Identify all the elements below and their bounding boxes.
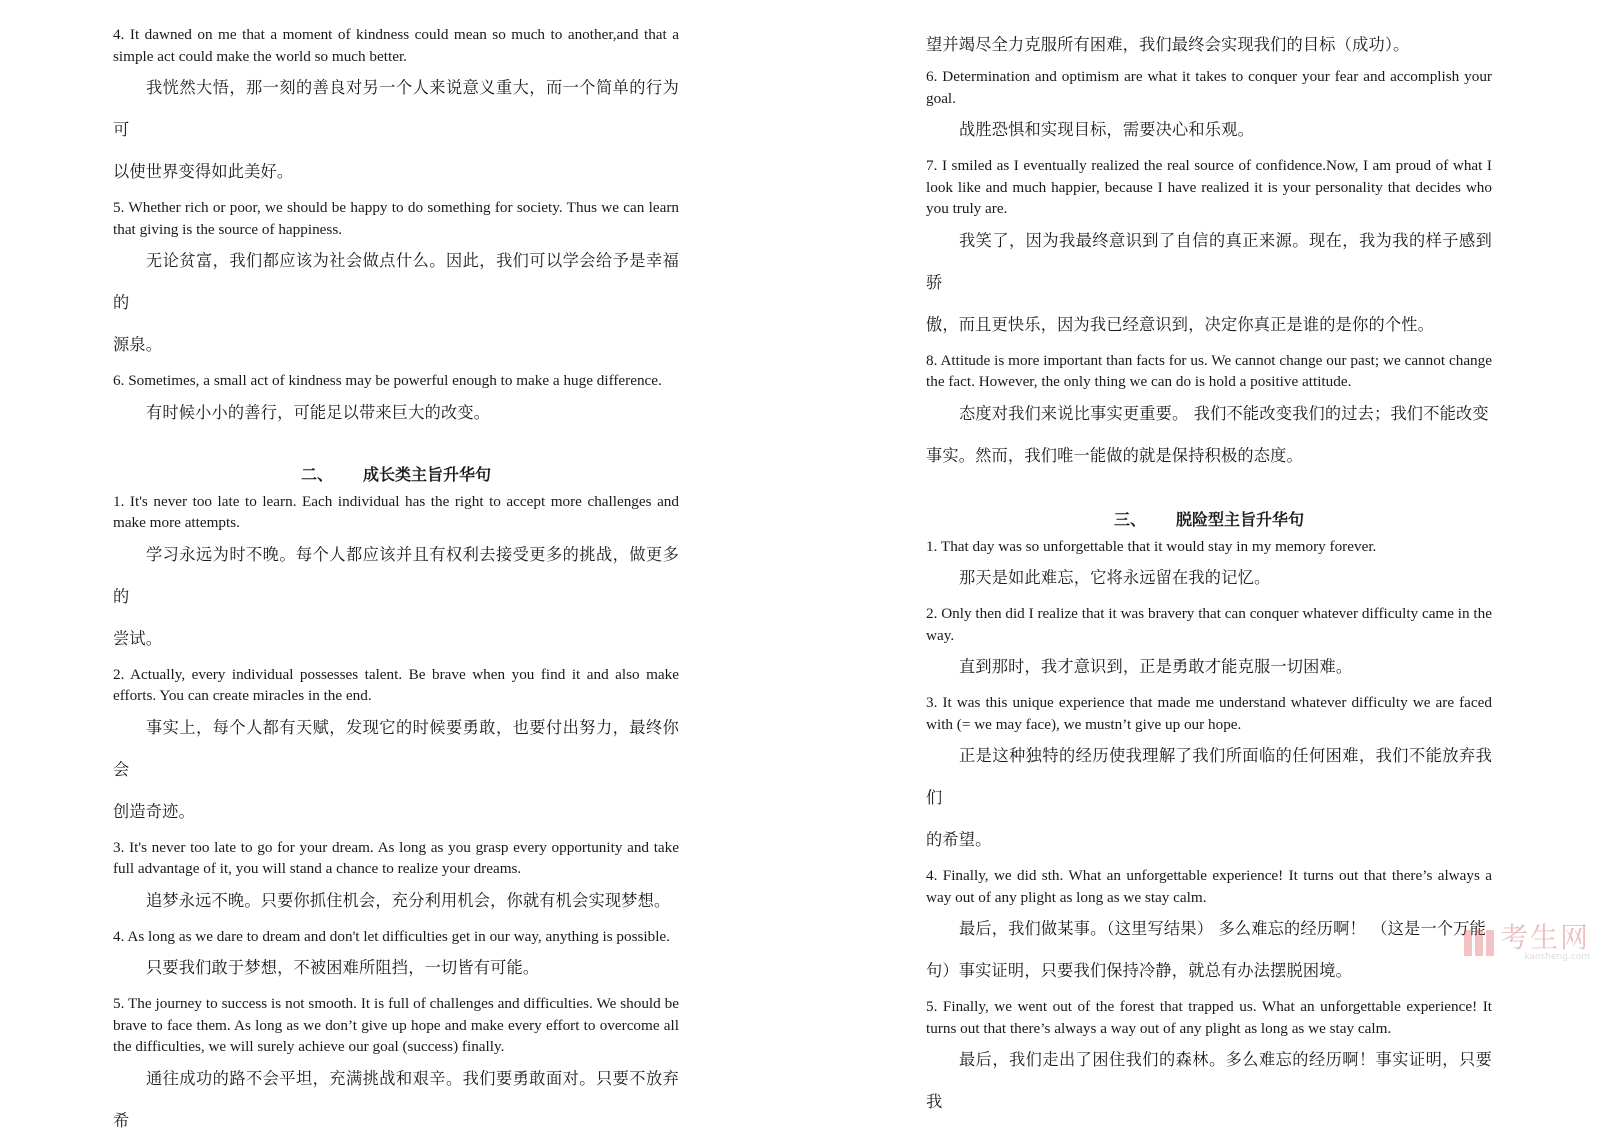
chinese-translation-line: 尝试。 [113, 628, 163, 648]
chinese-translation-line: 的希望。 [926, 830, 992, 849]
chinese-translation-line: 直到那时，我才意识到，正是勇敢才能克服一切困难。 [959, 657, 1353, 676]
list-item [113, 837, 679, 922]
english-sentence: 5. Whether rich or poor, we should be happy to do something for society. Thus we can learn that giving is the source of happiness. [113, 199, 679, 238]
english-sentence: 5. Finally, we went out of the forest that trapped us. What an unforgettable experience! It turns out that there’s always a way out of any plight as long as we stay calm. [926, 998, 1492, 1037]
chinese-translation-line: 句）事实证明，只要我们保持冷静，就总有办法摆脱困境。 [926, 961, 1353, 980]
chinese-translation-line: 以使世界变得如此美好。 [113, 162, 294, 181]
left-items-growth [113, 491, 679, 1142]
english-sentence: 4. As long as we dare to dream and don't let difficulties get in our way, anything is possible. [113, 927, 670, 945]
right-column [926, 0, 1492, 1111]
list-item [926, 155, 1492, 346]
section-heading-growth [113, 462, 679, 485]
list-item [113, 926, 679, 990]
english-sentence: 6. Sometimes, a small act of kindness may be powerful enough to make a huge difference. [113, 372, 662, 389]
site-watermark [1462, 921, 1590, 962]
english-sentence: 1. That day was so unforgettable that it would stay in my memory forever. [926, 537, 1377, 555]
chinese-translation-line: 无论贫富，我们都应该为社会做点什么。因此，我们可以学会给予是幸福的 [113, 251, 679, 312]
chinese-translation-line: 学习永远为时不晚。每个人都应该并且有权利去接受更多的挑战，做更多的 [113, 544, 679, 606]
left-column [113, 0, 679, 1130]
english-sentence: 1. It's never too late to learn. Each individual has the right to accept more challenges and make more attempts. [113, 492, 679, 531]
chinese-translation-line: 追梦永远不晚。只要你抓住机会，充分利用机会，你就有机会实现梦想。 [146, 890, 671, 910]
english-sentence: 2. Only then did I realize that it was bravery that can conquer whatever difficulty came in the way. [926, 605, 1492, 644]
watermark-url: kaosheng.com [1524, 952, 1590, 962]
english-sentence: 4. It dawned on me that a moment of kindness could mean so much to another,and that a simple act could make the world so much better. [113, 26, 679, 65]
english-sentence: 3. It's never too late to go for your dream. As long as you grasp every opportunity and take full advantage of it, you will stand a chance to realize your dreams. [113, 838, 679, 877]
list-item [113, 491, 679, 660]
list-item [113, 664, 679, 833]
heading-title: 脱险型主旨升华句 [1176, 509, 1305, 529]
chinese-translation-line: 事实。然而，我们唯一能做的就是保持积极的态度。 [926, 445, 1303, 465]
chinese-translation-line: 态度对我们来说比事实更重要。 我们不能改变我们的过去；我们不能改变 [959, 403, 1489, 423]
logo-icon [1462, 926, 1496, 960]
chinese-translation-line: 最后，我们走出了困住我们的森林。多么难忘的经历啊！事实证明，只要我 [926, 1050, 1492, 1111]
list-item [926, 536, 1492, 600]
chinese-translation-line: 事实上，每个人都有天赋，发现它的时候要勇敢，也要付出努力，最终你会 [113, 717, 679, 779]
chinese-translation-line: 正是这种独特的经历使我理解了我们所面临的任何困难，我们不能放弃我们 [926, 746, 1492, 807]
chinese-translation-line: 傲，而且更快乐，因为我已经意识到，决定你真正是谁的是你的个性。 [926, 314, 1435, 334]
chinese-translation-line: 战胜恐惧和实现目标，需要决心和乐观。 [959, 120, 1254, 139]
list-item [926, 865, 1492, 992]
list-item [926, 603, 1492, 688]
heading-number: 三、 [1113, 509, 1146, 529]
english-sentence: 3. It was this unique experience that made me understand whatever difficulty we are faced with (= we may face), we mustn’t give up our hope. [926, 694, 1492, 733]
watermark-text: 考生网 [1499, 921, 1590, 954]
list-item [113, 370, 679, 434]
list-item [113, 24, 679, 193]
chinese-translation-line: 我笑了，因为我最终意识到了自信的真正来源。现在，我为我的样子感到骄 [926, 230, 1492, 292]
continued-paragraph: 望并竭尽全力克服所有困难，我们最终会实现我们的目标（成功）。 [926, 35, 1410, 54]
english-sentence: 5. The journey to success is not smooth. It is full of challenges and difficulties. We should be brave to face them. As long as we don’t give up hope and make every effort to overcome all the difficulties, we will surely achieve our goal (success) finally. [113, 995, 679, 1055]
chinese-translation-line: 有时候小小的善行，可能足以带来巨大的改变。 [146, 402, 491, 422]
chinese-translation-line: 通往成功的路不会平坦，充满挑战和艰辛。我们要勇敢面对。只要不放弃希 [113, 1068, 679, 1130]
heading-title: 成长类主旨升华句 [363, 464, 492, 484]
chinese-translation-line: 那天是如此难忘，它将永远留在我的记忆。 [959, 568, 1271, 587]
list-item [926, 350, 1492, 477]
chinese-translation-line: 源泉。 [113, 335, 163, 354]
chinese-translation-line: 我恍然大悟，那一刻的善良对另一个人来说意义重大，而一个简单的行为可 [113, 78, 679, 139]
chinese-translation-line: 最后，我们做某事。（这里写结果） 多么难忘的经历啊！ （这是一个万能 [959, 919, 1486, 938]
english-sentence: 7. I smiled as I eventually realized the real source of confidence.Now, I am proud of what I look like and much happier, because I have realized it is your personality that decides who you truly are. [926, 157, 1492, 217]
english-sentence: 8. Attitude is more important than facts for us. We cannot change our past; we cannot change the fact. However, the only thing we can do is hold a positive attitude. [926, 351, 1492, 390]
list-item [926, 692, 1492, 861]
list-item [926, 66, 1492, 151]
english-sentence: 6. Determination and optimism are what it takes to conquer your fear and accomplish your goal. [926, 68, 1492, 107]
section-heading-escape [926, 507, 1492, 530]
left-items [113, 0, 679, 434]
list-item [926, 996, 1492, 1123]
right-items-escape [926, 536, 1492, 1124]
english-sentence: 2. Actually, every individual possesses talent. Be brave when you find it and also make efforts. You can create miracles in the end. [113, 665, 679, 704]
chinese-translation-line: 只要我们敢于梦想，不被困难所阻挡，一切皆有可能。 [146, 958, 540, 977]
list-item [113, 993, 679, 1142]
english-sentence: 4. Finally, we did sth. What an unforgettable experience! It turns out that there’s always a way out of any plight as long as we stay calm. [926, 867, 1492, 906]
right-items [926, 66, 1492, 477]
heading-number: 二、 [300, 464, 333, 484]
chinese-translation-line: 创造奇迹。 [113, 801, 195, 821]
list-item [113, 197, 679, 366]
